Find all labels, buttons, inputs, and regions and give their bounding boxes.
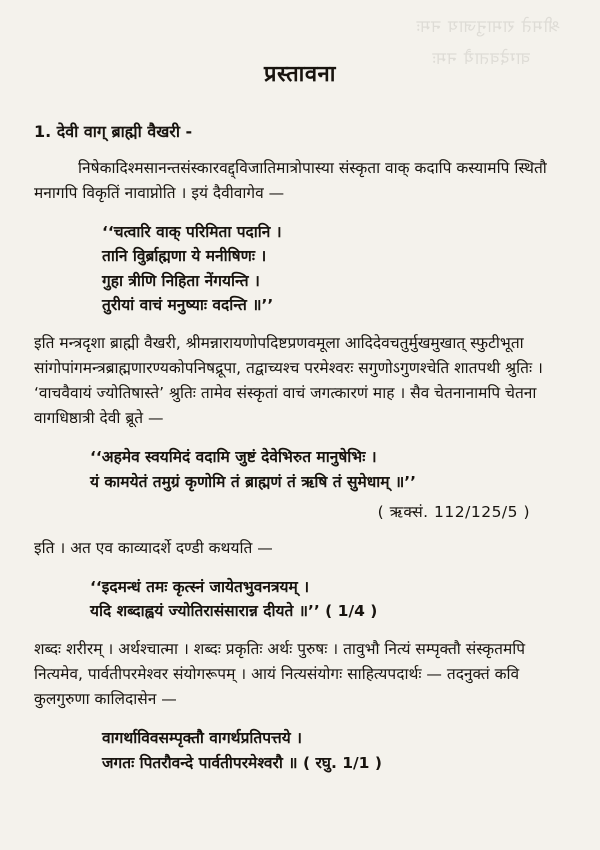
verse-line: यं कामयेतं तमुग्रं कृणोमि तं ब्राह्मणं तं ऋषि तं सुमेधाम् ॥’’: [90, 472, 417, 491]
verse-line: ‘‘अहमेव स्वयमिदं वदामि जुष्टं देवेभिरुत मानुषेभिः ।: [90, 448, 377, 467]
verse-line: वागर्थाविवसम्पृक्तौ वागर्थप्रतिपत्तये ।: [102, 729, 303, 748]
verse-block-1: [34, 220, 566, 317]
verse-block-4: [34, 726, 566, 774]
paragraph-2: इति मन्त्रदृशा ब्राह्मी वैखरी, श्रीमन्नारायणोपदिष्टप्रणवमूला आदिदेवचतुर्मुखमुखात् स्फुटीभूता सांगोपांगमन्त्रब्राह्मणारण्यकोपनिषद्रूपा, तद्वाच्यश्च परमेश्वरः सगुणोऽगुणश्चेति शातपथी श्रुतिः । ‘वाचवैवायं ज्योतिषास्ते’ श्रुतिः तामेव संस्कृतां वाचं जगत्कारणं माह । सैव चेतनानामपि चेतना वागधिष्ठात्री देवी ब्रूते —: [34, 333, 543, 428]
paragraph-3: इति । अत एव काव्यादर्शे दण्डी कथयति —: [34, 538, 273, 557]
showthrough-line-2: वाग्देवतायै नमः: [431, 49, 530, 69]
showthrough-line-1: श्रीमते रामानुजाय नमः: [415, 17, 560, 37]
verse-line: तुरीयां वाचं मनुष्याः वदन्ति ॥’’: [102, 295, 274, 314]
verse-reference: ( ऋक्सं. 112/125/5 ): [377, 502, 530, 521]
verse-line: जगतः पितरौवन्दे पार्वतीपरमेश्वरौ ॥ ( रघु. 1/1 ): [102, 753, 382, 772]
paragraph-1: निषेकादिश्मसानन्तसंस्कारवद्द्विजातिमात्रोपास्या संस्कृता वाक् कदापि कस्यामपि स्थितौ मनागपि विकृतिं नावाप्नोति । इयं दैवीवागेव —: [34, 159, 547, 203]
section-heading: 1. देवी वाग् ब्राह्मी वैखरी -: [34, 122, 193, 141]
verse-line: तानि विुर्ब्राह्मणा ये मनीषिणः ।: [102, 247, 267, 266]
page-title: प्रस्तावना: [264, 62, 336, 87]
paragraph-4: शब्दः शरीरम् । अर्थश्चात्मा । शब्दः प्रकृतिः अर्थः पुरुषः । तावुभौ नित्यं सम्पृक्तौ संस्कृतमपि नित्यमेव, पार्वतीपरमेश्वर संयोगरूपम् । आयं नित्यसंयोगः साहित्यपदार्थः — तदनुक्तं कवि कुलगुरुणा कालिदासेन —: [34, 640, 526, 709]
verse-line: गुहा त्रीणि निहिता नेंगयन्ति ।: [102, 271, 260, 290]
verse-block-2: [34, 445, 566, 493]
verse-line: ‘‘चत्वारि वाक् परिमिता पदानि ।: [102, 223, 282, 242]
verse-line: ‘‘इदमन्धं तमः कृत्स्नं जायेतभुवनत्रयम् ।: [90, 577, 310, 596]
verse-line: यदि शब्दाह्वयं ज्योतिरासंसारान्न दीयते ॥’’ ( 1/4 ): [90, 601, 378, 620]
verse-block-3: [34, 575, 566, 623]
